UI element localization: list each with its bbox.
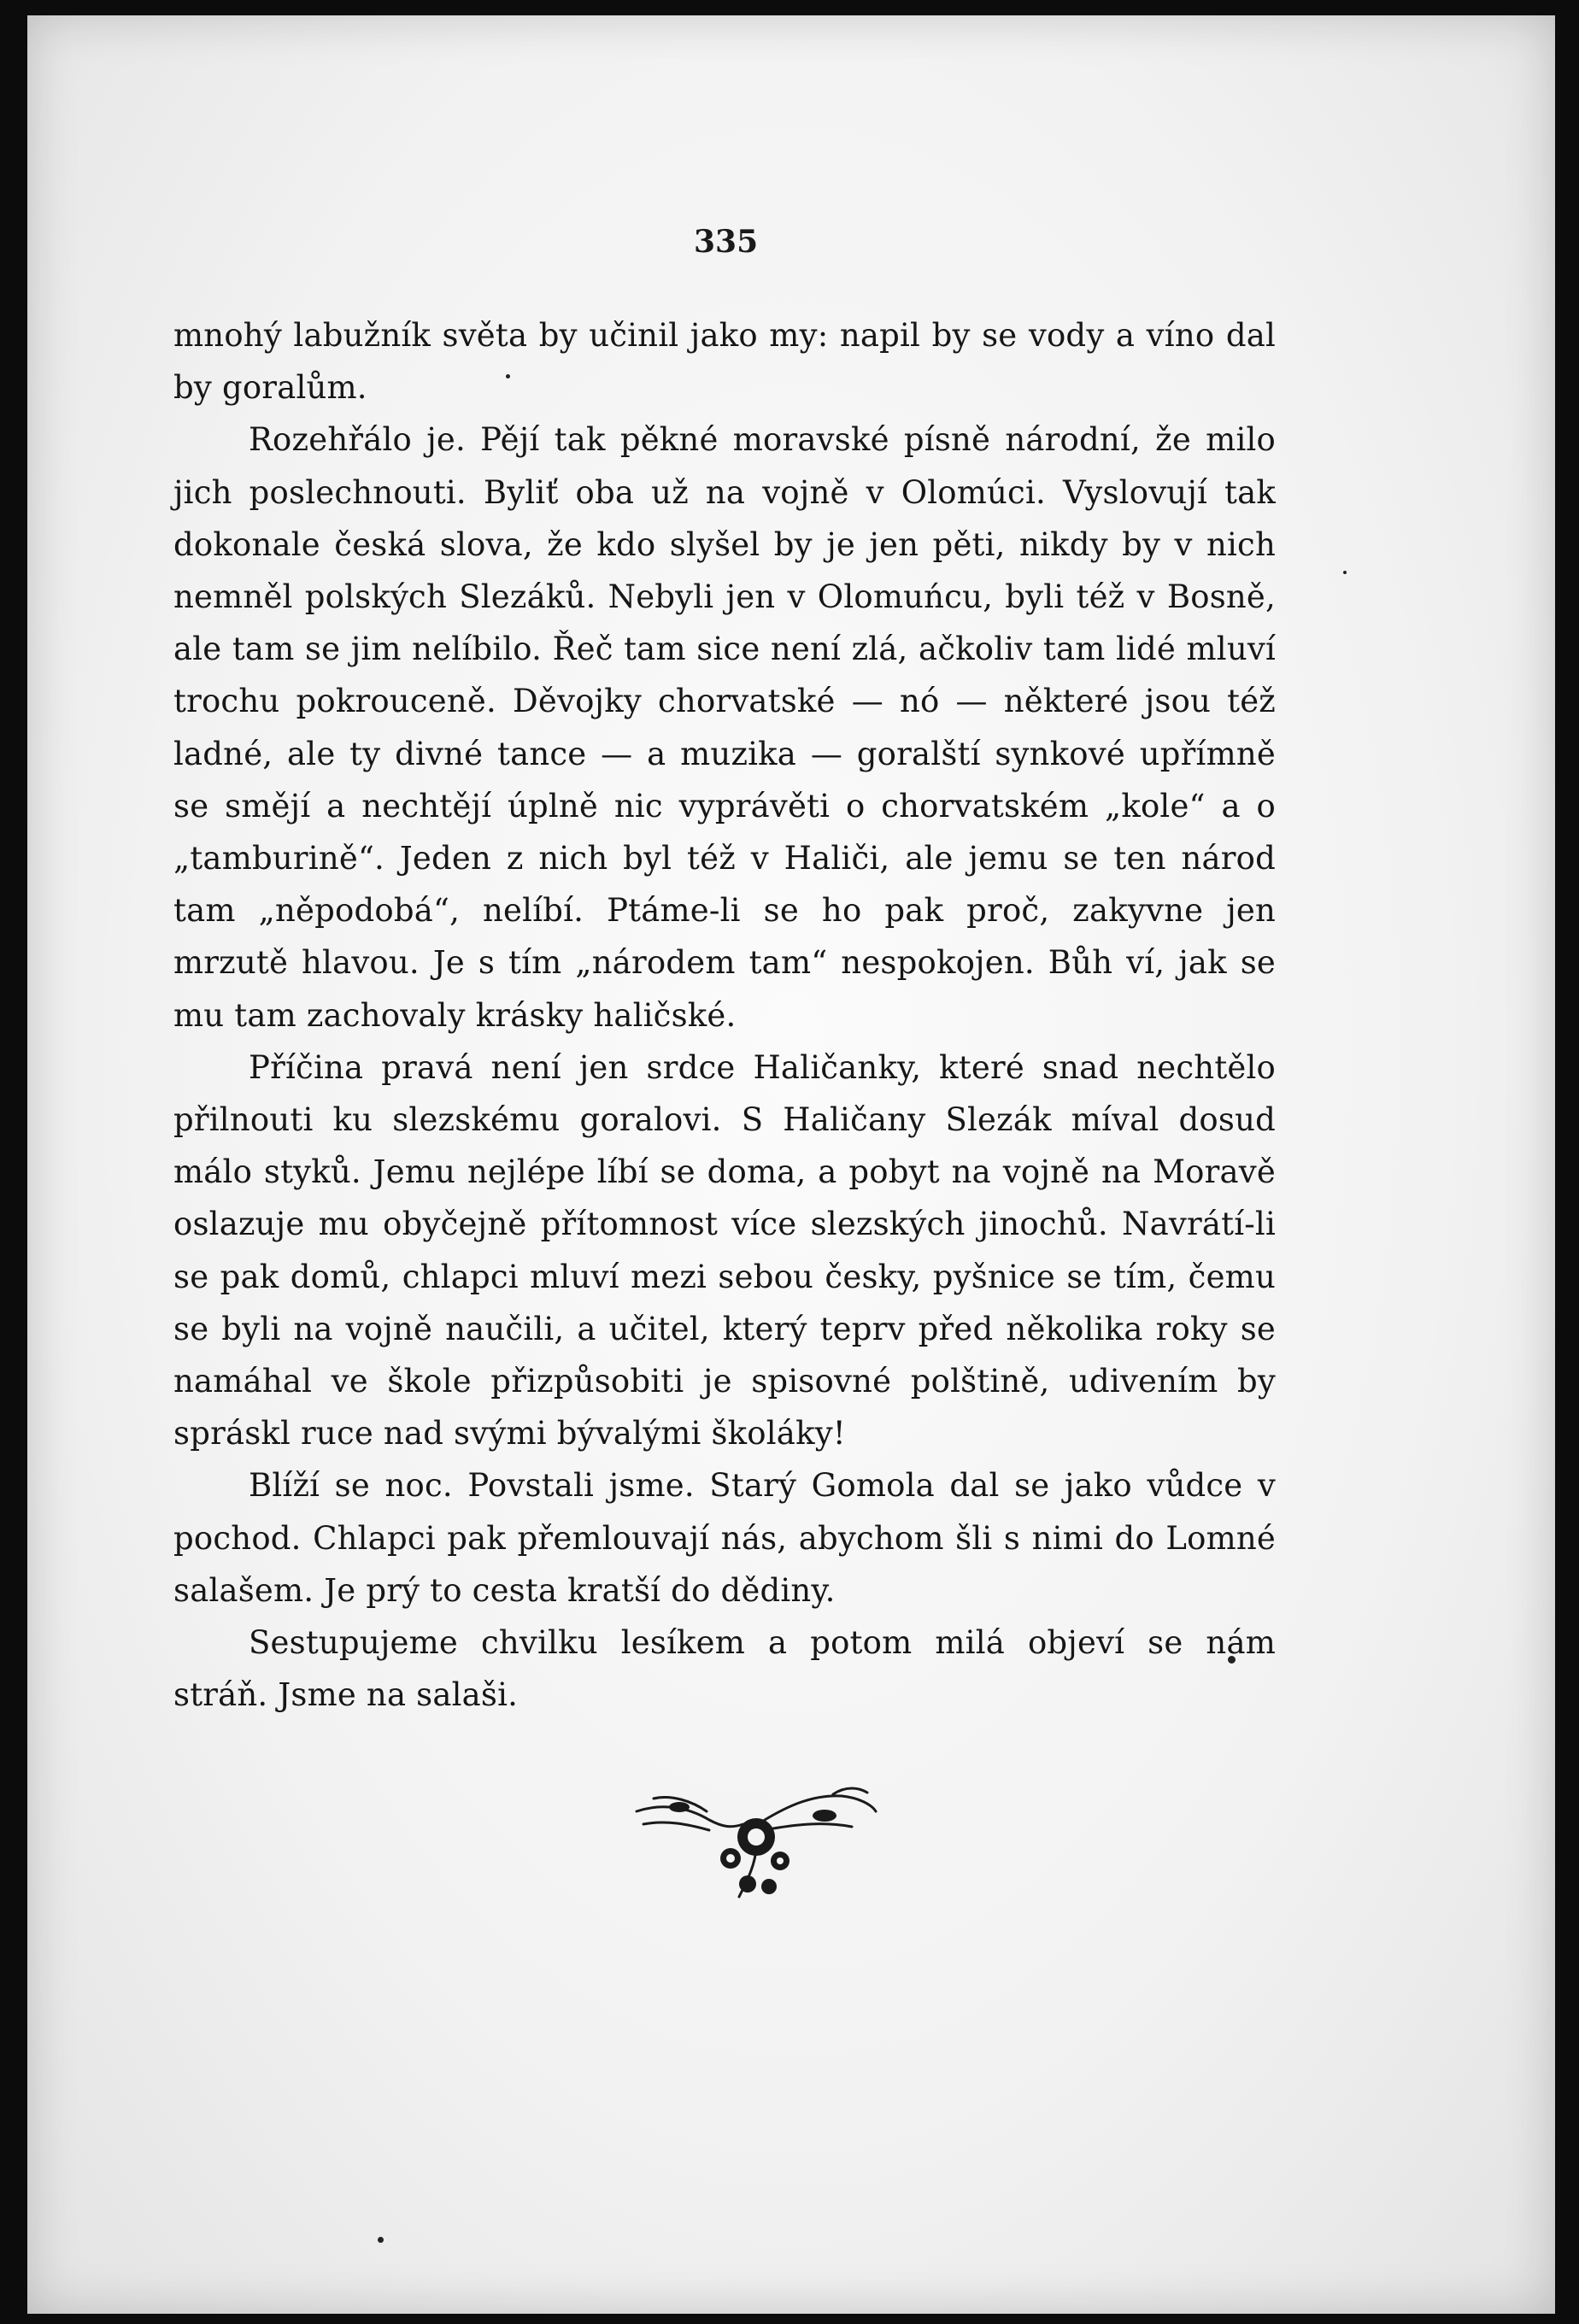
body-text <box>173 309 1276 1721</box>
paragraph: Sestupujeme chvilku lesíkem a potom milá objeví se nám stráň. Jsme na salaši. <box>173 1624 1276 1714</box>
paragraph: Příčina pravá není jen srdce Haličanky, které snad nechtělo přilnouti ku slezskému goralovi. S Haličany Slezák míval dosud málo styků. Jemu nejlépe líbí se doma, a pobyt na vojně na Moravě oslazuje mu obyčejně přítomnost více slezských jinochů. Navrátí-li se pak domů, chlapci mluví mezi sebou česky, pyšnice se tím, čemu se byli na vojně naučili, a učitel, který teprv před několika roky se namáhal ve škole přizpůsobiti je spisovné polštině, udivením by spráskl ruce nad svými bývalými školáky! <box>173 1048 1276 1452</box>
floral-vignette-icon <box>628 1777 884 1914</box>
page-number: 335 <box>694 224 759 260</box>
paragraph: Rozehřálo je. Pějí tak pěkné moravské písně národní, že milo jich poslechnouti. Byliť oba už na vojně v Olomúci. Vyslovují tak dokonale česká slova, že kdo slyšel by je jen pěti, nikdy by v nich nemněl polských Slezáků. Nebyli jen v Olomuńcu, byli též v Bosně, ale tam se jim nelíbilo. Řeč tam sice není zlá, ačkoliv tam lidé mluví trochu pokrouceně. Děvojky chorvatské — nó — některé jsou též ladné, ale ty divné tance — a muzika — goralští synkové upřímně se smějí a nechtějí úplně nic vyprávěti o chorvatském „kole“ a o „tamburině“. Jeden z nich byl též v Haliči, ale jemu se ten národ tam „něpodobá“, nelíbí. Ptáme-li se ho pak proč, zakyvne jen mrzutě hlavou. Je s tím „národem tam“ nespokojen. Bůh ví, jak se mu tam zachovaly krásky haličské. <box>173 421 1276 1034</box>
paragraph: mnohý labužník světa by učinil jako my: napil by se vody a víno dal by goralům. <box>173 317 1276 407</box>
ink-speck <box>378 2237 384 2243</box>
ink-speck <box>1343 571 1347 574</box>
paragraph: Blíží se noc. Povstali jsme. Starý Gomola dal se jako vůdce v pochod. Chlapci pak přemlouvají nás, abychom šli s nimi do Lomné salašem. Je prý to cesta kratší do dědiny. <box>173 1467 1276 1609</box>
